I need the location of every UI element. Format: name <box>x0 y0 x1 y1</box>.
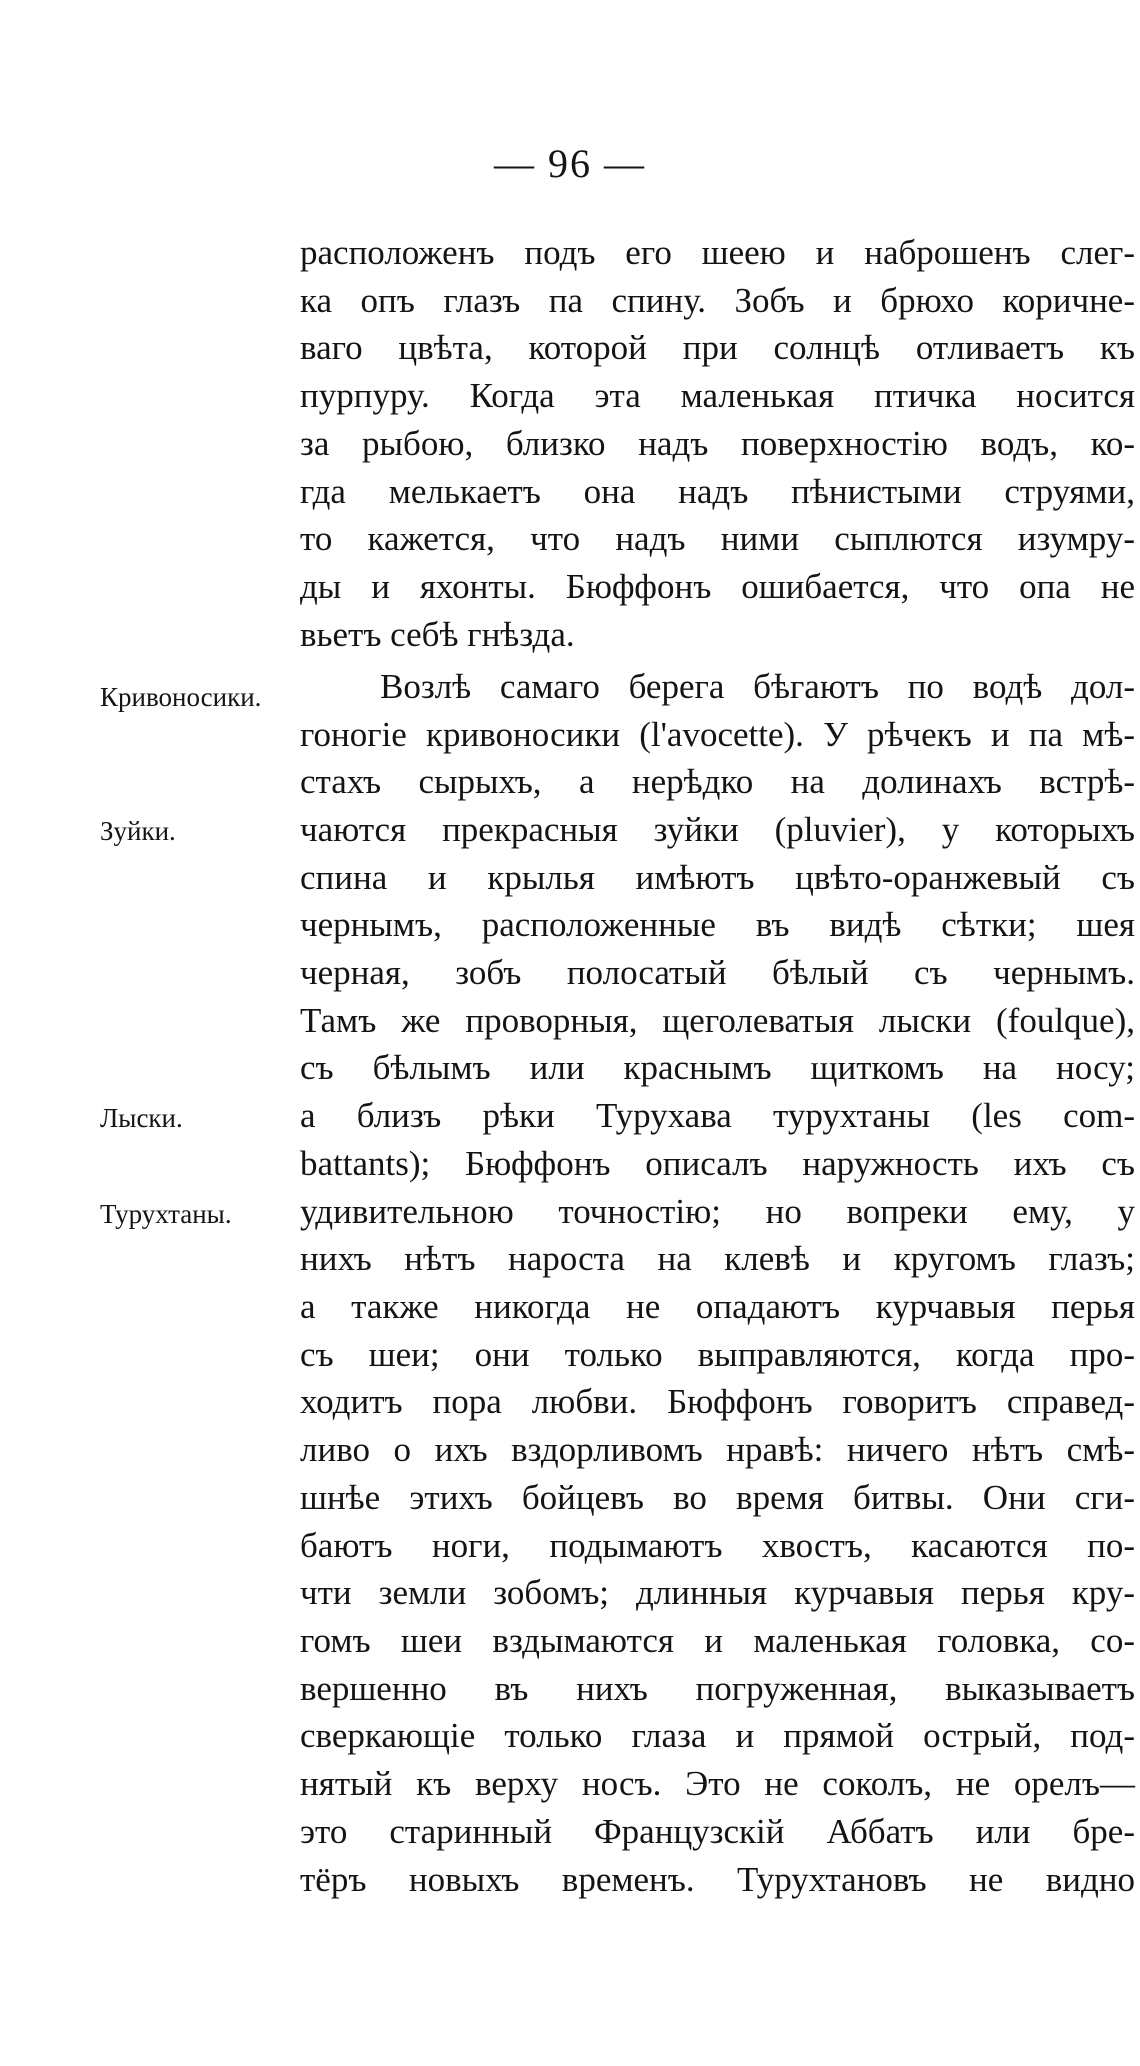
text-line: чернымъ, расположенные въ видѣ сѣтки; шея <box>300 905 1135 944</box>
text-line: ливо о ихъ вздорливомъ нравѣ: ничего нѣтъ смѣ- <box>300 1430 1135 1469</box>
text-line: Возлѣ самаго берега бѣгаютъ по водѣ дол- <box>380 667 1135 706</box>
page-number: — 96 — <box>494 141 646 186</box>
margin-note-zuyki: Зуйки. <box>100 816 176 846</box>
text-line: нятый къ верху носъ. Это не соколъ, не орелъ— <box>300 1764 1135 1803</box>
text-line: а близъ рѣки Турухава турухтаны (les com- <box>300 1096 1135 1135</box>
text-line: нихъ нѣтъ нароста на клевѣ и кругомъ глазъ; <box>300 1239 1135 1278</box>
text-line: ка опъ глазъ па спину. Зобъ и брюхо коричне- <box>300 281 1135 320</box>
text-line: гда мелькаетъ она надъ пѣнистыми струями, <box>300 472 1135 511</box>
text-line: сверкающіе только глаза и прямой острый, под- <box>300 1716 1135 1755</box>
text-line: гомъ шеи вздымаются и маленькая головка, со- <box>300 1621 1135 1660</box>
text-line: черная, зобъ полосатый бѣлый съ чернымъ. <box>300 953 1135 992</box>
text-line: гоногіе кривоносики (l'avocette). У рѣчекъ и па мѣ- <box>300 715 1135 754</box>
text-line: баютъ ноги, подымаютъ хвостъ, касаются по- <box>300 1526 1135 1565</box>
text-line: съ шеи; они только выправляются, когда про- <box>300 1335 1135 1374</box>
text-line: тёръ новыхъ временъ. Турухтановъ не видно <box>300 1860 1135 1899</box>
text-line: за рыбою, близко надъ поверхностію водъ, ко- <box>300 424 1135 463</box>
text-line: то кажется, что надъ ними сыплются изумру- <box>300 519 1135 558</box>
text-line: вершенно въ нихъ погруженная, выказываетъ <box>300 1669 1135 1708</box>
margin-note-turukhtany: Турухтаны. <box>100 1199 232 1229</box>
text-line: ваго цвѣта, которой при солнцѣ отливаетъ къ <box>300 328 1135 367</box>
margin-note-lyski: Лыски. <box>100 1103 183 1133</box>
text-line: ды и яхонты. Бюффонъ ошибается, что опа не <box>300 567 1135 606</box>
text-line: стахъ сырыхъ, а нерѣдко на долинахъ встрѣ- <box>300 762 1135 801</box>
text-line: пурпуру. Когда эта маленькая птичка носится <box>300 376 1135 415</box>
text-line: это старинный Французскій Аббатъ или бре- <box>300 1812 1135 1851</box>
text-line: Тамъ же проворныя, щеголеватыя лыски (foulque), <box>300 1001 1135 1040</box>
text-line: спина и крылья имѣютъ цвѣто-оранжевый съ <box>300 858 1135 897</box>
text-line: чаются прекрасныя зуйки (pluvier), у которыхъ <box>300 810 1135 849</box>
text-line: расположенъ подъ его шеею и наброшенъ слег- <box>300 233 1135 272</box>
margin-note-krivonosiki: Кривоносики. <box>100 682 262 712</box>
text-line: шнѣе этихъ бойцевъ во время битвы. Они сги- <box>300 1478 1135 1517</box>
text-line: а также никогда не опадаютъ курчавыя перья <box>300 1287 1135 1326</box>
text-line: battants); Бюффонъ описалъ наружность ихъ съ <box>300 1144 1135 1183</box>
text-line: съ бѣлымъ или краснымъ щиткомъ на носу; <box>300 1048 1135 1087</box>
text-line: вьетъ себѣ гнѣзда. <box>300 615 575 654</box>
text-line: удивительною точностію; но вопреки ему, у <box>300 1192 1135 1231</box>
text-line: ходитъ пора любви. Бюффонъ говоритъ справед- <box>300 1382 1135 1421</box>
text-line: чти земли зобомъ; длинныя курчавыя перья кру- <box>300 1573 1135 1612</box>
